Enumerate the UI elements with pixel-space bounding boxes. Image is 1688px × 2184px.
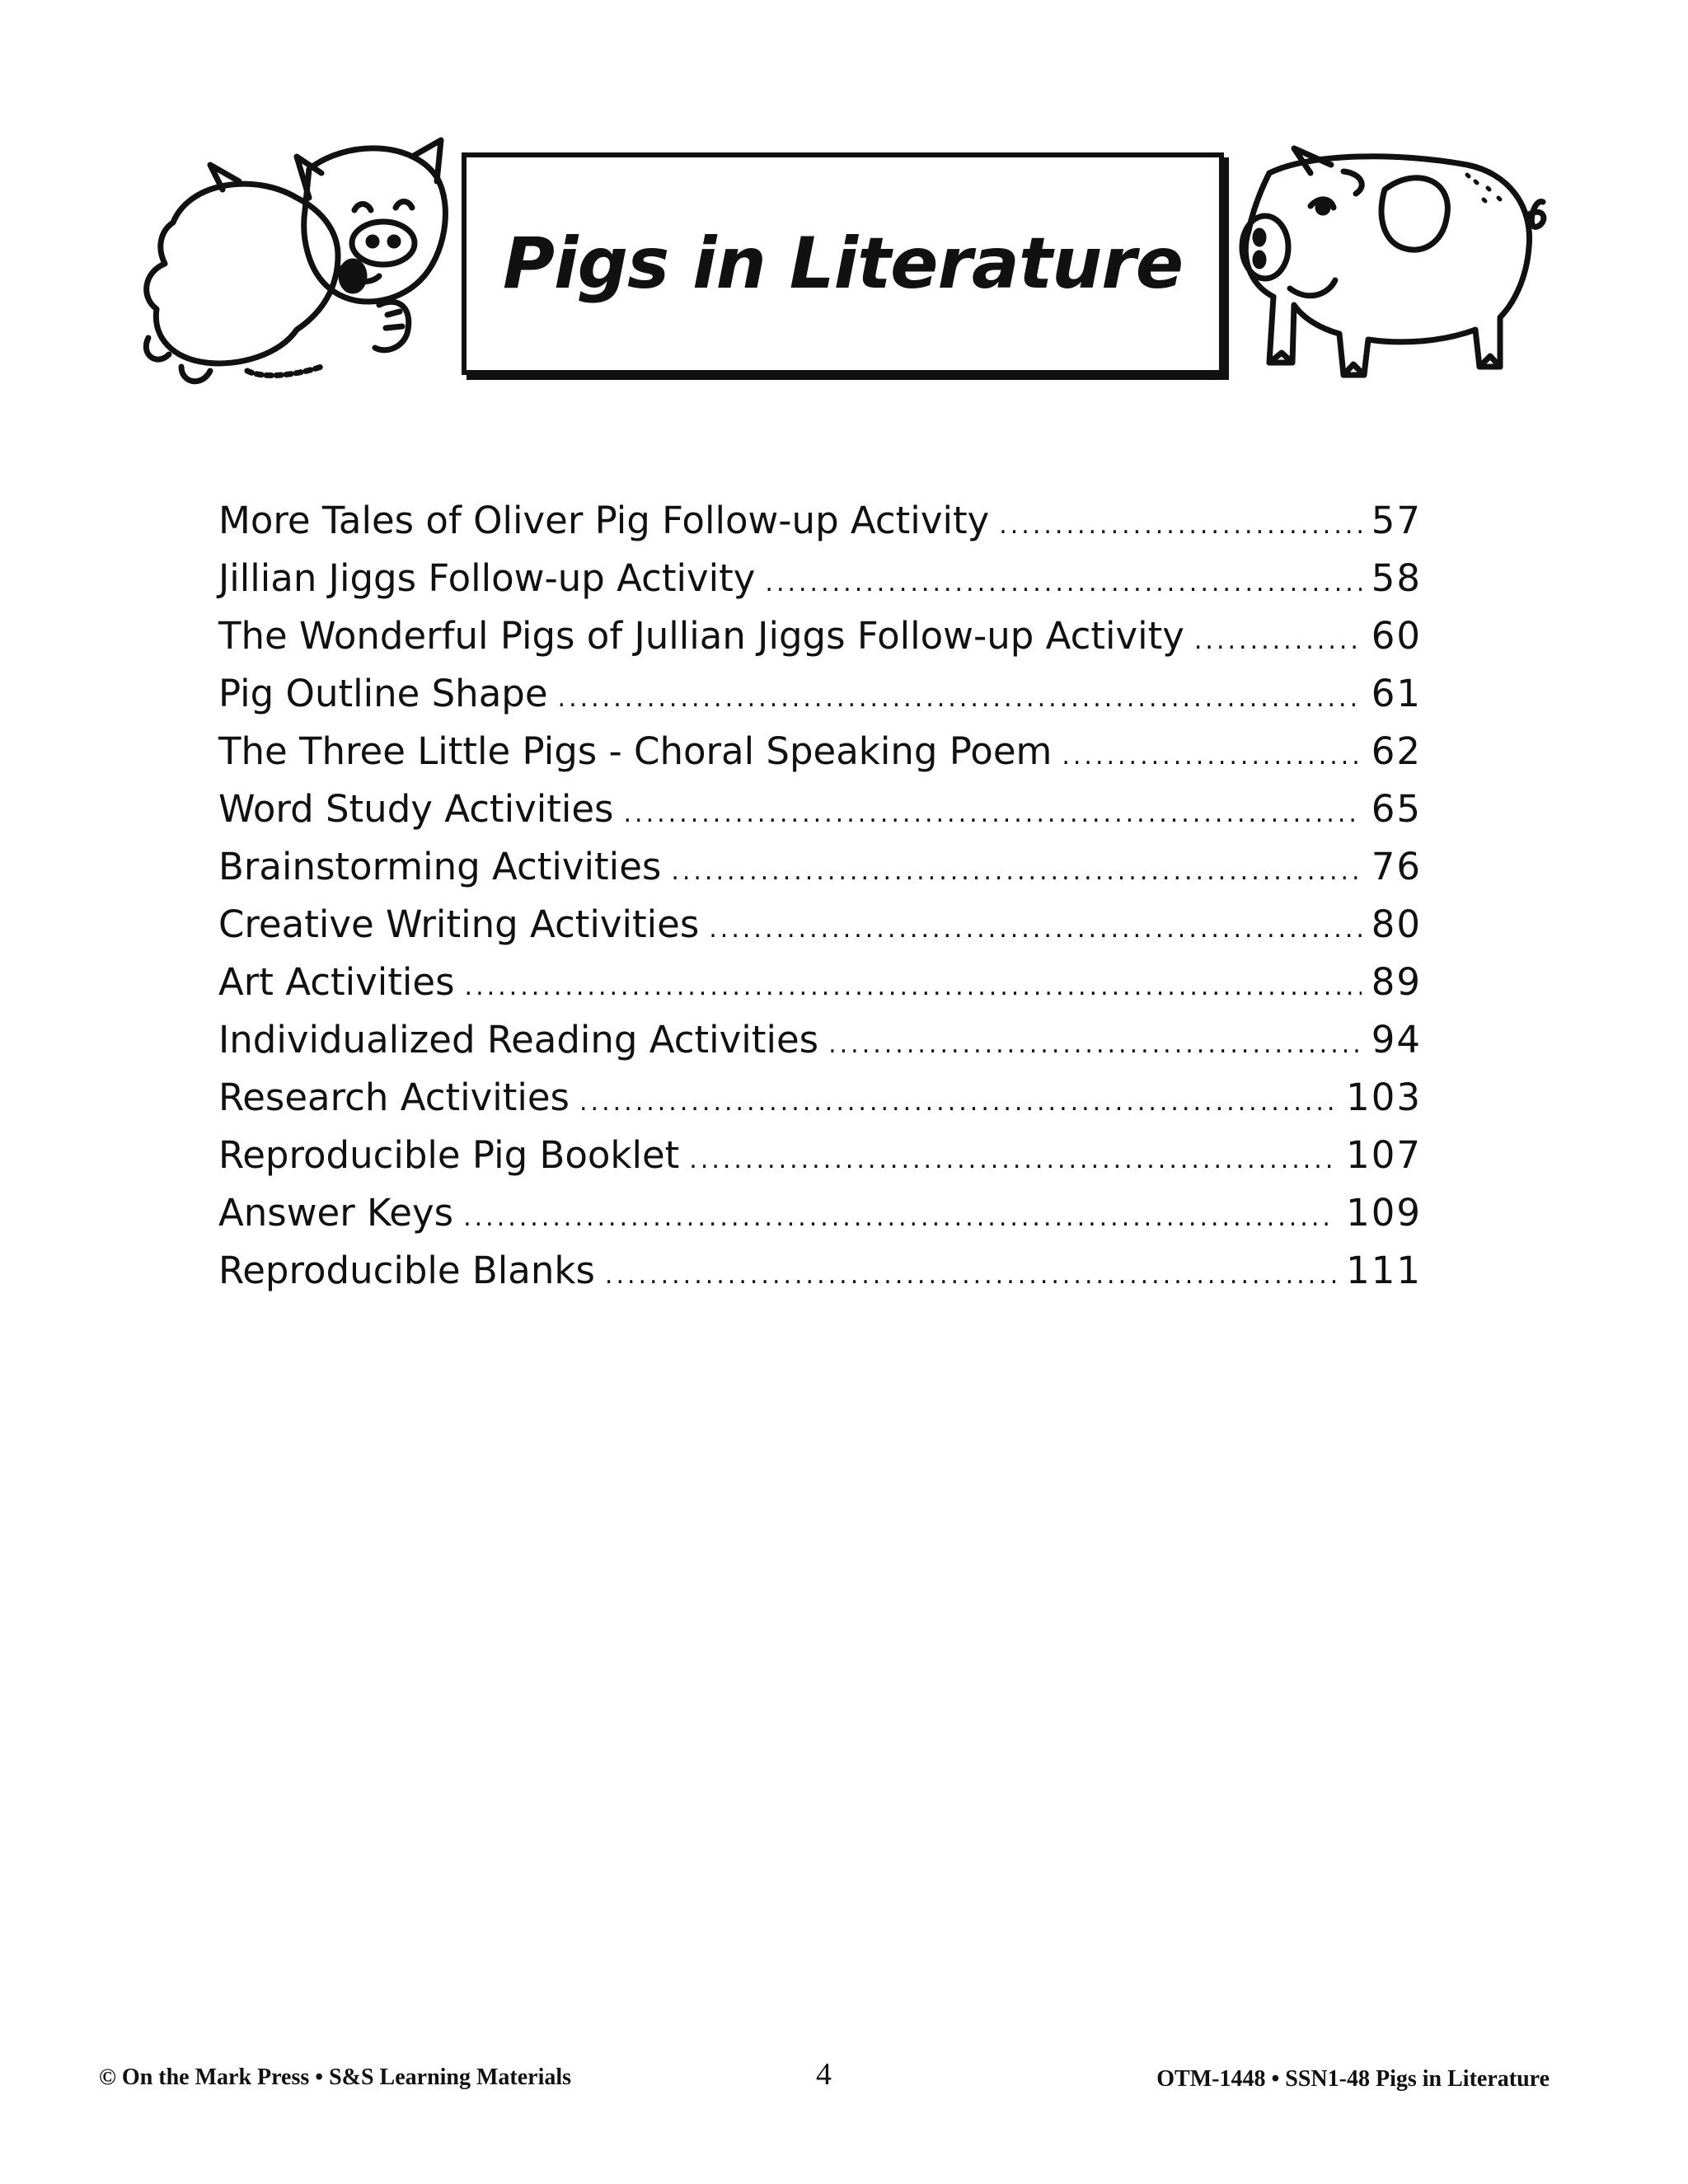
table-of-contents — [218, 499, 1422, 1306]
toc-entry-title: The Three Little Pigs - Choral Speaking Poem — [218, 729, 1053, 773]
toc-entry[interactable] — [218, 1249, 1422, 1306]
toc-entry[interactable] — [218, 1191, 1422, 1249]
toc-entry-page: 94 — [1371, 1018, 1422, 1062]
toc-entry-page: 76 — [1371, 845, 1422, 888]
toc-leader — [605, 1261, 1336, 1290]
toc-entry-page: 60 — [1371, 614, 1422, 658]
pig-standing-icon — [1236, 140, 1550, 404]
toc-entry[interactable] — [218, 787, 1422, 845]
toc-entry[interactable] — [218, 1076, 1422, 1133]
toc-entry-page: 61 — [1371, 672, 1422, 715]
toc-entry[interactable] — [218, 1133, 1422, 1191]
toc-entry-title: Research Activities — [218, 1076, 570, 1119]
title-box — [462, 152, 1224, 375]
toc-entry[interactable] — [218, 902, 1422, 960]
page-footer — [99, 2056, 1550, 2106]
toc-leader — [579, 1088, 1336, 1117]
toc-entry-title: Pig Outline Shape — [218, 672, 548, 715]
toc-entry[interactable] — [218, 1018, 1422, 1076]
toc-leader — [558, 684, 1362, 713]
footer-publisher: © On the Mark Press • S&S Learning Materials — [99, 2064, 572, 2090]
pig-waving-icon — [132, 132, 462, 404]
toc-entry[interactable] — [218, 499, 1422, 556]
toc-entry-title: Answer Keys — [218, 1191, 454, 1235]
toc-entry-page: 107 — [1346, 1133, 1422, 1177]
toc-entry[interactable] — [218, 556, 1422, 614]
toc-entry-title: More Tales of Oliver Pig Follow-up Activity — [218, 499, 990, 542]
toc-entry-page: 111 — [1346, 1249, 1422, 1292]
toc-leader — [1194, 626, 1362, 655]
toc-entry-title: Jillian Jiggs Follow-up Activity — [218, 556, 756, 600]
toc-entry[interactable] — [218, 729, 1422, 787]
toc-entry-title: Reproducible Blanks — [218, 1249, 595, 1292]
toc-entry-title: Individualized Reading Activities — [218, 1018, 819, 1062]
toc-leader — [465, 972, 1362, 1001]
toc-entry[interactable] — [218, 672, 1422, 729]
toc-entry-page: 62 — [1371, 729, 1422, 773]
toc-entry-title: Art Activities — [218, 960, 455, 1004]
toc-entry-title: Brainstorming Activities — [218, 845, 662, 888]
toc-leader — [828, 1030, 1362, 1059]
toc-entry-page: 58 — [1371, 556, 1422, 600]
toc-entry-title: Word Study Activities — [218, 787, 614, 831]
toc-leader — [1062, 742, 1361, 771]
toc-entry-page: 80 — [1371, 902, 1422, 946]
toc-entry-page: 65 — [1371, 787, 1422, 831]
toc-leader — [999, 511, 1362, 540]
toc-leader — [709, 915, 1361, 944]
toc-leader — [463, 1203, 1336, 1232]
toc-entry-title: The Wonderful Pigs of Jullian Jiggs Follow-up Activity — [218, 614, 1184, 658]
toc-entry-page: 109 — [1346, 1191, 1422, 1235]
toc-entry[interactable] — [218, 614, 1422, 672]
toc-entry-page: 103 — [1346, 1076, 1422, 1119]
page-title: Pigs in Literature — [502, 223, 1184, 305]
toc-entry[interactable] — [218, 960, 1422, 1018]
toc-leader — [765, 569, 1361, 598]
toc-entry-title: Creative Writing Activities — [218, 902, 700, 946]
toc-entry[interactable] — [218, 845, 1422, 902]
toc-entry-title: Reproducible Pig Booklet — [218, 1133, 680, 1177]
footer-product-code: OTM-1448 • SSN1-48 Pigs in Literature — [1156, 2066, 1550, 2092]
footer-page-number: 4 — [816, 2057, 832, 2092]
toc-entry-page: 89 — [1371, 960, 1422, 1004]
page-header — [132, 132, 1550, 404]
toc-leader — [624, 799, 1362, 828]
toc-leader — [689, 1146, 1336, 1174]
toc-entry-page: 57 — [1371, 499, 1422, 542]
toc-leader — [671, 857, 1361, 886]
